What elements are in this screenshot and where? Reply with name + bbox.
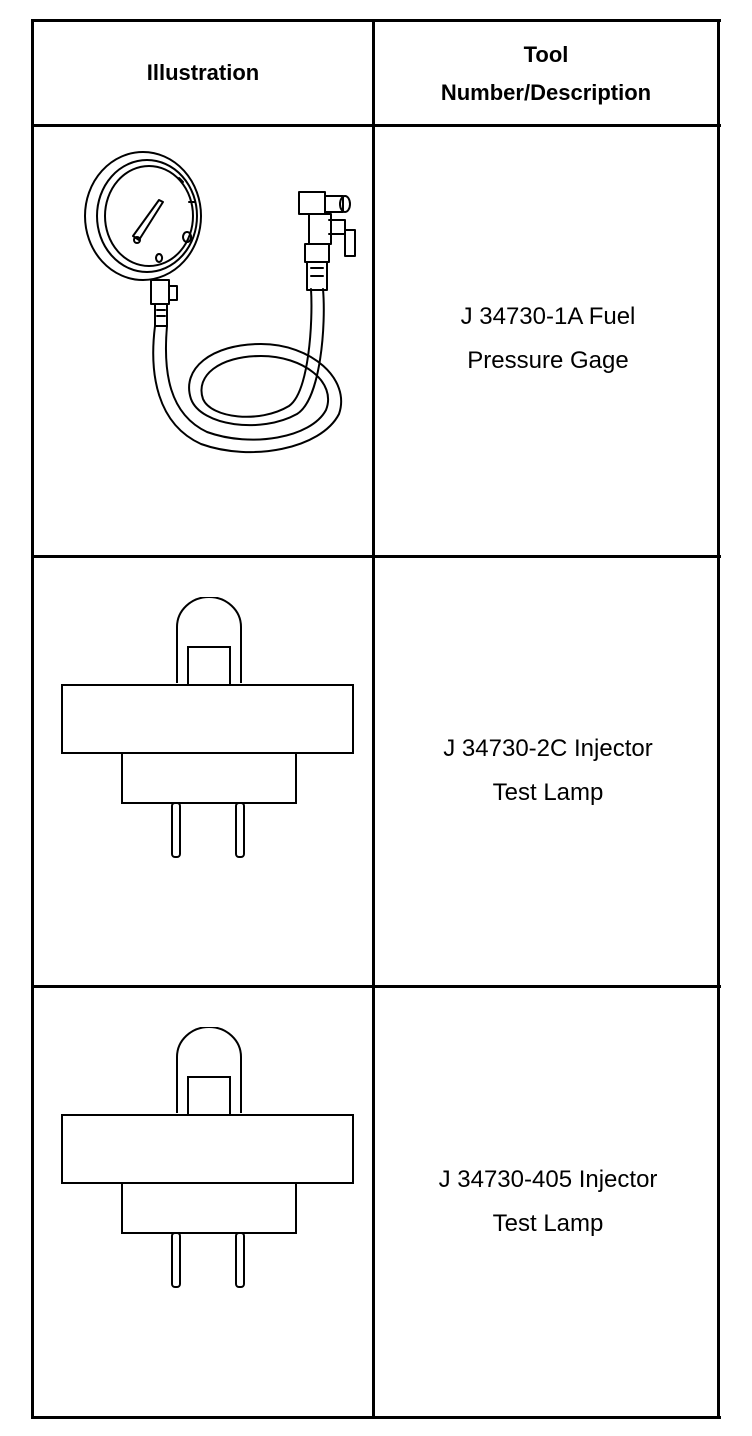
tool-description-3 [375,1158,721,1246]
row-divider [31,555,721,558]
tool-description-2 [375,727,721,815]
tool-number-2: J 34730-2C Injector [443,735,653,762]
header-tool-line2: Number/Description [440,80,652,105]
tool-description-1 [375,295,721,383]
tool-table [31,19,721,1419]
tool-number-1: J 34730-1A Fuel [460,303,636,330]
table-border-left [31,19,34,1419]
injector-test-lamp-icon [61,1027,356,1289]
table-border-top [31,19,721,22]
tool-name-2: Test Lamp [492,779,604,806]
tool-number-3: J 34730-405 Injector [438,1166,658,1193]
tool-name-1: Pressure Gage [467,347,629,374]
header-divider [31,124,721,127]
row-divider [31,985,721,988]
header-tool-line1: Tool [523,42,569,67]
table-border-bottom [31,1416,721,1419]
header-illustration: Illustration [146,60,260,85]
injector-test-lamp-icon [61,597,356,859]
header-tool [375,36,717,112]
fuel-pressure-gage-icon [71,144,361,464]
tool-name-3: Test Lamp [492,1210,604,1237]
